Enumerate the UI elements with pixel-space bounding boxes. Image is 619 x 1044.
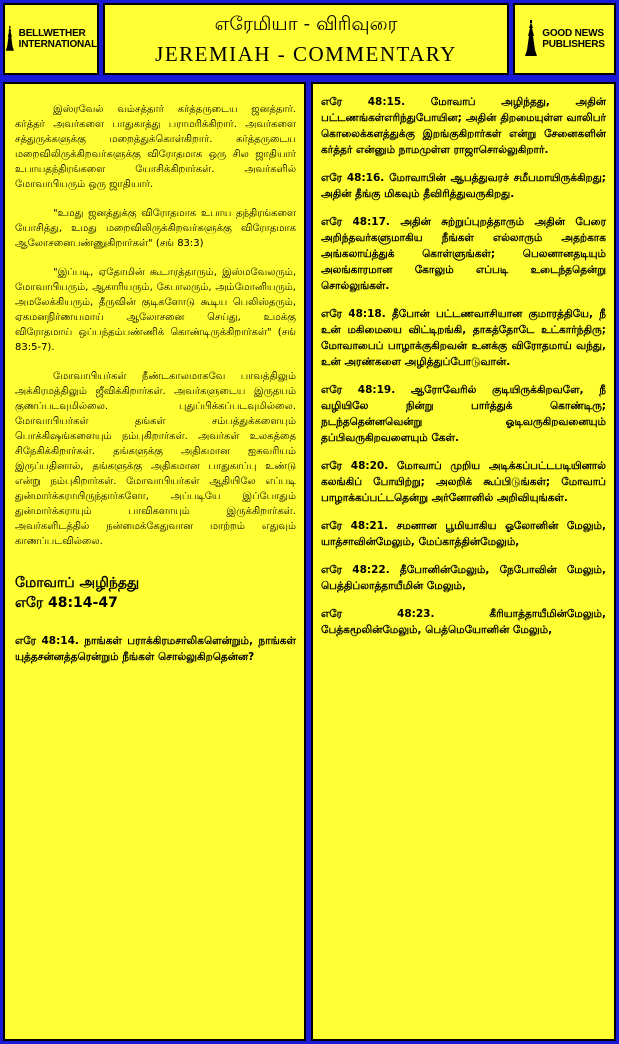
commentary-quote-1: "உமது ஜனத்துக்கு விரோதமாக உபாய தந்திரங்களை யோசித்து, உமது மறைவிலிருக்கிறவர்களுக்கு விரோதமாக ஆலோசனைபண்ணுகிறார்கள்" (சங் 83:3) bbox=[15, 208, 296, 249]
bellwether-logo bbox=[3, 3, 99, 75]
good-news-logo bbox=[513, 3, 616, 75]
bellwether-logo-icon bbox=[5, 20, 15, 58]
left-column bbox=[3, 82, 306, 1041]
verse-48-22: எரே 48:22. தீபோனின்மேலும், நேபோவின் மேலும், பெத்திப்லாத்தாயீமின் மேலும், bbox=[321, 564, 606, 592]
bellwether-logo-line2: INTERNATIONAL bbox=[18, 39, 97, 50]
commentary-paragraph-1: இஸ்ரவேல் வம்சத்தார் கர்த்தருடைய ஜனத்தார். கர்த்தர் அவர்களை பாதுகாத்து பராமரிக்கிறார். அவர்களை சத்துருக்களுக்கு மறைத்துக்கொள்கிறார். கர்த்தருடைய மறைவிலிருக்கிறவர்களுக்கு விரோதமாக ஒரு சில ஜாதியார் உபாயதந்திரங்களை யோசிக்கிறார்கள். அவர்களில் மோவாபியரும் ஒரு ஜாதியார். bbox=[15, 104, 296, 190]
verse-48-19: எரே 48:19. ஆரோவேரில் குடியிருக்கிறவளே, நீ வழியிலே நின்று பார்த்துக் கொண்டிரு; நடந்ததென்னவென்று ஓடிவருகிறவனையும் தப்பிவருகிறவளையும் கேள். bbox=[321, 384, 606, 444]
verse-48-14: எரே 48:14. நாங்கள் பராக்கிரமசாலிகளென்றும், நாங்கள் யுத்தசன்னத்தரென்றும் நீங்கள் சொல்லுகிறதென்ன? bbox=[15, 635, 296, 663]
commentary-quote-2: "இப்படி, ஏதோமின் கூடாரத்தாரும், இஸ்மவேலரும், மோவாபியரும், ஆகாரியரும், கேபாலரும், அம்மோனியரும், அமலேக்கியரும், தீருவின் குடிகளோடு கூடிய பெலிஸ்தரும், ஏகமனநிர்ணயமாய் ஆலோசனை செய்து, உமக்கு விரோதமாய் ஒப்பந்தம்பண்ணிக் கொண்டிருக்கிறார்கள்" (சங் 83:5-7). bbox=[15, 267, 296, 353]
verse-48-16: எரே 48:16. மோவாபின் ஆபத்துவரச் சமீபமாயிருக்கிறது; அதின் தீங்கு மிகவும் தீவிரித்துவருகிறது. bbox=[321, 172, 606, 200]
section-title-line2: எரே 48:14-47 bbox=[15, 595, 118, 611]
verse-48-17: எரே 48:17. அதின் சுற்றுப்புறத்தாரும் அதின் பேரை அறிந்தவர்களுமாகிய நீங்கள் எல்லாரும் அதற்காக அங்கலாய்த்துக் கொள்ளுங்கள்; பெலனானதடியும் அலங்காரமான கோலும் எப்படி உடைந்ததென்று சொல்லுங்கள். bbox=[321, 216, 606, 292]
section-title bbox=[15, 573, 296, 613]
verse-48-20: எரே 48:20. மோவாப் முறிய அடிக்கப்பட்டபடியினால் கலங்கிப் போயிற்று; அலறிக் கூப்பிடுங்கள்; மோவாப் பாழாக்கப்பட்டதென்று அர்னோனில் அறிவியுங்கள். bbox=[321, 460, 606, 504]
good-news-logo-line2: PUBLISHERS bbox=[542, 39, 605, 50]
page-header bbox=[103, 3, 509, 75]
bellwether-logo-line1: BELLWETHER bbox=[18, 28, 86, 39]
title-english: JEREMIAH - COMMENTARY bbox=[155, 42, 457, 66]
verse-48-21: எரே 48:21. சமனான பூமியாகிய ஓலோனின் மேலும், யாத்சாவின்மேலும், மேப்காத்தின்மேலும், bbox=[321, 520, 606, 548]
section-title-line1: மோவாப் அழிந்தது bbox=[15, 575, 140, 591]
right-column bbox=[311, 82, 616, 1041]
verse-48-23: எரே 48:23. கீரியாத்தாயீமின்மேலும், பேத்கமூலின்மேலும், பெத்மெயோனின் மேலும், bbox=[321, 608, 606, 636]
commentary-paragraph-2: மோவாபியர்கள் நீண்டகாலமாகவே பாவத்திலும் அக்கிரமத்திலும் ஜீவிக்கிறார்கள். அவர்களுடைய இருதயம் குணப்படவுமில்லை. புதுப்பிக்கப்படவுமில்லை. மோவாபியர்கள் தங்கள் சம்பத்துக்களையும் பொக்கிஷங்களையும் நம்புகிறார்கள். அவர்கள் உலகத்தை சிநேகிக்கிறார்கள். தங்களுக்கு அதிகமான ஐசுவரியம் இருப்பதினால், தங்களுக்கு அதிகமான பாதுகாப்பு உண்டு என்று நம்புகிறார்கள். மோவாபியர்கள் ஆதியிலே எப்படி துன்மார்க்கராயிருந்தார்களோ, அப்படியே இப்போதும் துன்மார்க்கராயும் பாவிகளாயும் இருக்கிறார்கள். அவர்களிடத்தில் நன்மைக்கேதுவான மாற்றம் எதுவும் காணப்படவில்லை. bbox=[15, 371, 296, 547]
verse-48-18: எரே 48:18. தீபோன் பட்டணவாசியான குமாரத்தியே, நீ உன் மகிமையை விட்டிறங்கி, தாகத்தோடே உட்கார்ந்திரு; மோவாபைப் பாழாக்குகிறவன் உனக்கு விரோதமாய் வந்து, உன் அரண்களை அழித்துப்போடுவான். bbox=[321, 308, 606, 368]
title-tamil: எரேமியா - விரிவுரை bbox=[214, 13, 398, 35]
good-news-logo-icon bbox=[524, 20, 538, 58]
good-news-logo-line1: GOOD NEWS bbox=[542, 28, 604, 39]
verse-48-15: எரே 48:15. மோவாப் அழிந்தது, அதின் பட்டணங்கள்எரிந்துபோயின; அதின் திறமையுள்ள வாலிபர் கொலைக்களத்துக்கு இறங்குகிறார்கள் என்று சேனைகளின் கர்த்தர் என்னும் நாமமுள்ள ராஜாசொல்லுகிறார். bbox=[321, 96, 606, 156]
